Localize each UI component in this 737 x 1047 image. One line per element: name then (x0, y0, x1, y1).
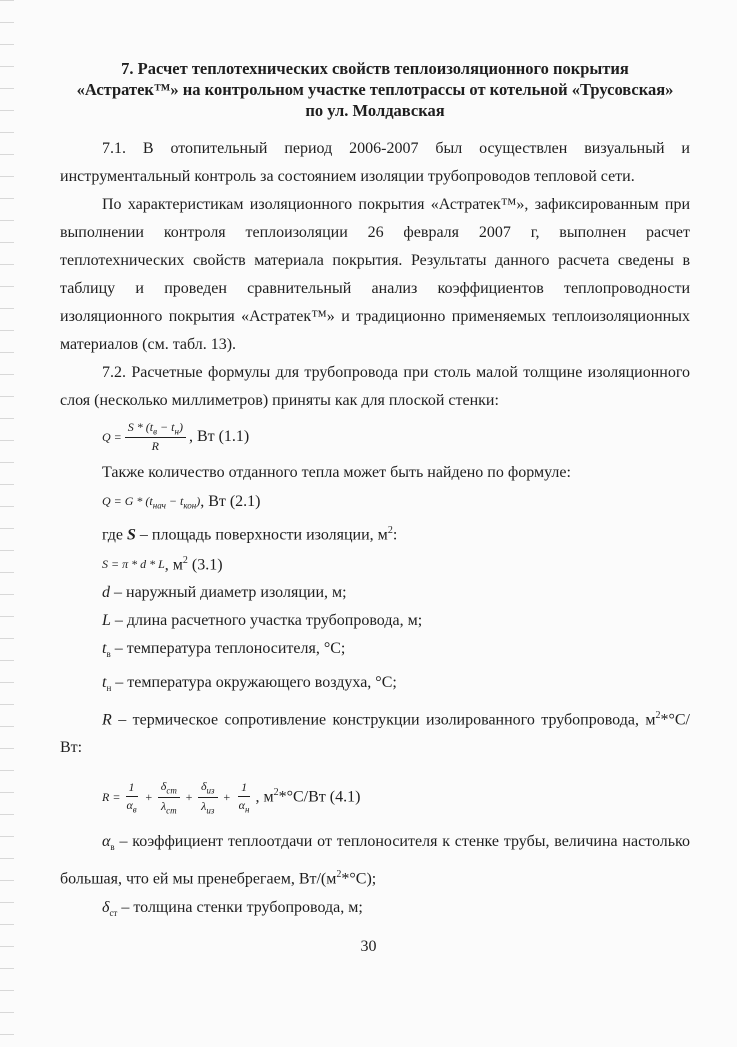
formula-4-fraction-1: $\frac{1}{\alpha_в}$ (126, 779, 137, 815)
formula-4-fraction-4: $\frac{1}{\alpha_н}$ (238, 779, 250, 815)
paragraph-characteristics: По характеристикам изоляционного покрытия «Астратек™», зафиксированным при выполнении контроля теплоизоляции 26 февраля 2007 г, выполнен расчет теплотехнических свойств материала покрытия. Результаты данного расчета сведены в таблицу и проведен сравнительный анализ коэффициентов теплопроводности изоляционного покрытия «Астратек™» и традиционно применяемых теплоизоляционных материалов (см. табл. 13). (60, 196, 690, 353)
heading-line-1: 7. Расчет теплотехнических свойств теплоизоляционного покрытия (121, 59, 629, 78)
formula-1-unit: , Вт (1.1) (188, 428, 250, 445)
definition-delta-st: $\delta_{ст}$ – толщина стенки трубопровода, м; (102, 898, 363, 918)
formula-2-unit: , Вт (2.1) (200, 493, 261, 510)
formula-2-1 (60, 487, 690, 517)
formula-1-denominator: R (151, 439, 160, 454)
paragraph-7-2: 7.2. Расчетные формулы для трубопровода при столь малой толщине изоляционного слоя (несколько миллиметров) приняты как для плоской стенки: (60, 364, 690, 409)
formula-3-1 (60, 549, 690, 579)
formula-4-unit: , $м^2*^\circ С/Вт$ (4.1) (255, 787, 361, 806)
formula-4-lhs: R = (102, 789, 121, 804)
formula-1-lhs: Q = (102, 429, 122, 444)
page-content (60, 58, 690, 927)
formula-4-fraction-2: $\frac{\delta_{ст}}{\lambda_{ст}}$ (158, 779, 180, 815)
definition-d: d – наружный диаметр изоляции, м; (102, 584, 347, 602)
definition-tv: $t_в$ – температура теплоносителя, °С; (102, 640, 346, 660)
page-number: 30 (360, 938, 377, 955)
formula-2-body: $Q = G * (t_{нач} - t_{кон})$ (102, 493, 201, 511)
formula-1-fraction (125, 420, 186, 454)
text-also-formula: Также количество отданного тепла может быть найдено по формуле: (102, 464, 571, 481)
formula-4-fraction-3: $\frac{\delta_{из}}{\lambda_{из}}$ (198, 779, 218, 815)
heading-line-3: по ул. Молдавская (305, 101, 445, 120)
formula-1-numerator: $S * (t_в - t_н)$ (125, 420, 186, 438)
heading-line-2: «Астратек™» на контрольном участке теплотрассы от котельной «Трусовская» (76, 80, 674, 99)
section-heading (60, 58, 690, 121)
formula-3-unit: , $м^2$ (3.1) (164, 554, 223, 573)
definition-S: где S – площадь поверхности изоляции, $м^2$: (102, 525, 398, 544)
formula-4-1: R = $\frac{1}{\alpha_в}$ + $\frac{\delta_{ст}}{\lambda_{ст}}$ + $\frac{\delta_{из}}{\lambda_{из}}$ + $\frac{1}{\alpha_н}$ , $м^2*^\circ С/Вт$ (4.1) (102, 779, 361, 815)
definition-alpha-v: $\alpha_в$ – коэффициент теплоотдачи от теплоносителя к стенке трубы, величина настолько большая, что ей мы пренебрегаем, $Вт/(м^2*^\circ С)$; (60, 833, 690, 888)
formula-3-body: S = π * d * L (102, 556, 165, 571)
binding-edge (0, 0, 14, 1047)
definition-R: R – термическое сопротивление конструкции изолированного трубопровода, $м^2*^\circ С/Вт$: (60, 709, 690, 757)
definition-L: L – длина расчетного участка трубопровода, м; (102, 612, 423, 630)
formula-1-1 (60, 415, 690, 459)
paragraph-7-1: 7.1. В отопительный период 2006-2007 был осуществлен визуальный и инструментальный контроль за состоянием изоляции трубопроводов тепловой сети. (60, 140, 690, 185)
definition-tn: $t_н$ – температура окружающего воздуха, °С; (102, 673, 397, 693)
